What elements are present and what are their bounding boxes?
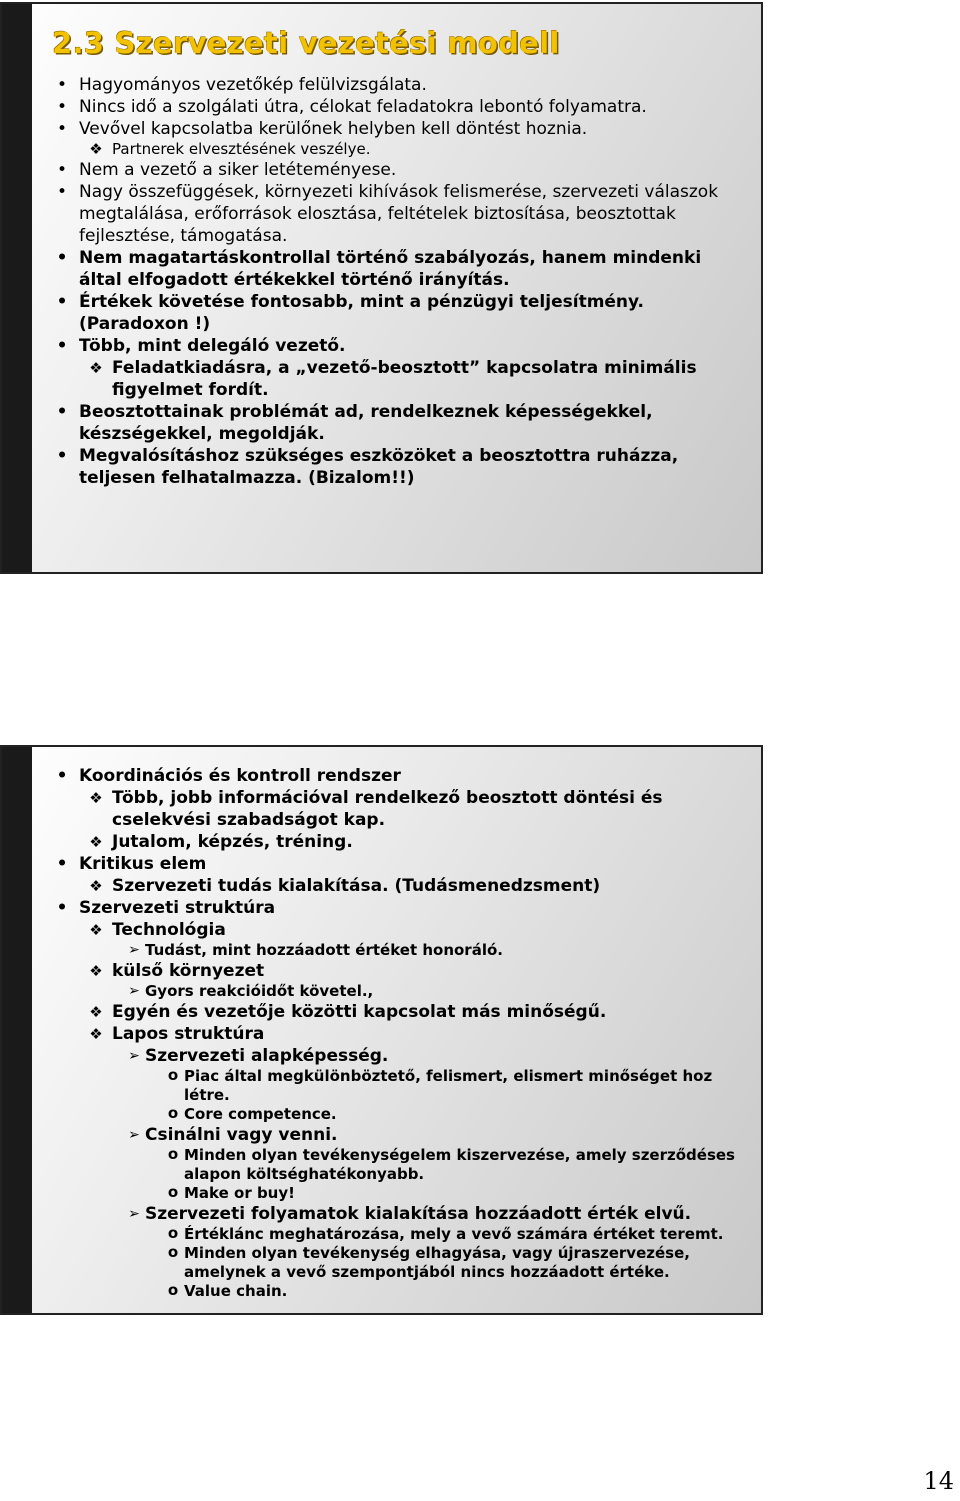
list-item [47,1105,743,1124]
list-item [47,919,743,941]
list-item-text: Beosztottainak problémát ad, rendelkeznek képességekkel, készségekkel, megoldják. [79,402,653,444]
bullet-icon: o [167,1066,179,1084]
list-item-text: Megvalósításhoz szükséges eszközöket a beosztottra ruházza, teljesen felhatalmazza. (Bizalom!!) [79,446,679,488]
list-item [47,118,743,140]
list-item [47,1146,743,1184]
list-item-text: Több, mint delegáló vezető. [79,336,346,356]
list-item [47,159,743,181]
list-item-text: Szervezeti struktúra [79,898,276,918]
list-item [47,1282,743,1301]
bullet-icon: • [56,75,68,95]
list-item-text: Értéklánc meghatározása, mely a vevő számára értéket teremt. [184,1225,724,1243]
slide-1 [0,2,763,574]
list-item [47,1001,743,1023]
list-item-text: Technológia [112,920,226,940]
bullet-icon: o [167,1243,179,1261]
list-item [47,247,743,291]
list-item-text: Nincs idő a szolgálati útra, célokat feladatokra lebontó folyamatra. [79,97,647,117]
bullet-icon: o [167,1281,179,1299]
list-item-text: Szervezeti folyamatok kialakítása hozzáadott érték elvű. [145,1204,692,1224]
list-item [47,1184,743,1203]
list-item-text: Jutalom, képzés, tréning. [112,832,353,852]
bullet-icon: ❖ [89,359,103,377]
bullet-icon: ❖ [89,962,103,980]
bullet-icon: • [56,292,68,312]
list-item [47,357,743,401]
bullet-icon: ➢ [128,1127,140,1143]
bullet-icon: • [56,97,68,117]
list-item-text: külső környezet [112,961,265,981]
bullet-icon: • [56,119,68,139]
list-item-text: Hagyományos vezetőkép felülvizsgálata. [79,75,427,95]
bullet-icon: ❖ [89,1003,103,1021]
list-item-text: Egyén és vezetője közötti kapcsolat más minőségű. [112,1002,607,1022]
bullet-icon: ❖ [89,140,103,158]
list-item-text: Szervezeti tudás kialakítása. (Tudásmenedzsment) [112,876,601,896]
list-item-text: Csinálni vagy venni. [145,1125,338,1145]
list-item-text: Koordinációs és kontroll rendszer [79,766,401,786]
list-item-text: Make or buy! [184,1184,295,1202]
list-item [47,1067,743,1105]
bullet-icon: • [56,854,68,874]
list-item [47,765,743,787]
slide-2 [0,745,763,1315]
list-item-text: Nem magatartáskontrollal történő szabályozás, hanem mindenki által elfogadott értékekkel történő irányítás. [79,248,702,290]
list-item [47,960,743,982]
list-item [47,1023,743,1045]
list-item [47,445,743,489]
bullet-icon: • [56,336,68,356]
bullet-icon: • [56,160,68,180]
list-item [47,96,743,118]
bullet-icon: • [56,898,68,918]
bullet-icon: ❖ [89,921,103,939]
list-item [47,982,743,1001]
bullet-icon: ❖ [89,833,103,851]
list-item-text: Tudást, mint hozzáadott értéket honoráló. [145,941,503,959]
list-item [47,853,743,875]
list-item [47,401,743,445]
list-item-text: Több, jobb információval rendelkező beosztott döntési és cselekvési szabadságot kap. [112,788,663,830]
list-item-text: Minden olyan tevékenységelem kiszervezése, amely szerződéses alapon költséghatékonyabb. [184,1146,735,1183]
list-item-text: Core competence. [184,1105,337,1123]
list-item-text: Értékek követése fontosabb, mint a pénzügyi teljesítmény. (Paradoxon !) [79,292,645,334]
list-item-text: Value chain. [184,1282,288,1300]
slide-2-side-bar [2,747,32,1313]
list-item [47,875,743,897]
list-item [47,787,743,831]
slide-1-title: 2.3 Szervezeti vezetési modell [52,26,560,60]
bullet-icon: • [56,766,68,786]
bullet-icon: ❖ [89,1025,103,1043]
bullet-icon: o [167,1224,179,1242]
list-item [47,1244,743,1282]
list-item-text: Nem a vezető a siker letéteményese. [79,160,397,180]
list-item [47,1203,743,1225]
list-item-text: Minden olyan tevékenység elhagyása, vagy újraszervezése, amelynek a vevő szempontjából nincs hozzáadott értéke. [184,1244,690,1281]
list-item-text: Feladatkiadásra, a „vezető-beosztott” kapcsolatra minimális figyelmet fordít. [112,358,697,400]
list-item-text: Vevővel kapcsolatba kerülőnek helyben kell döntést hoznia. [79,119,588,139]
list-item [47,140,743,159]
bullet-icon: ➢ [128,983,140,999]
bullet-icon: • [56,446,68,466]
bullet-icon: • [56,402,68,422]
bullet-icon: o [167,1183,179,1201]
list-item [47,831,743,853]
slide-2-body [47,765,743,1301]
bullet-icon: ❖ [89,789,103,807]
list-item [47,291,743,335]
list-item [47,74,743,96]
slide-1-side-bar [2,4,32,572]
list-item [47,941,743,960]
bullet-icon: o [167,1104,179,1122]
list-item [47,335,743,357]
bullet-icon: • [56,248,68,268]
list-item-text: Szervezeti alapképesség. [145,1046,389,1066]
list-item [47,1225,743,1244]
list-item [47,1124,743,1146]
list-item-text: Lapos struktúra [112,1024,265,1044]
bullet-icon: ❖ [89,877,103,895]
list-item-text: Nagy összefüggések, környezeti kihívások felismerése, szervezeti válaszok megtalálása, erőforrások elosztása, feltételek biztosítása, beosztottak fejlesztése, támogatása. [79,182,719,246]
page-number: 14 [923,1467,954,1495]
list-item [47,1045,743,1067]
bullet-icon: o [167,1145,179,1163]
list-item [47,897,743,919]
bullet-icon: ➢ [128,1206,140,1222]
list-item-text: Gyors reakcióidőt követel., [145,982,374,1000]
list-item [47,181,743,247]
list-item-text: Piac által megkülönböztető, felismert, elismert minőséget hoz létre. [184,1067,713,1104]
bullet-icon: ➢ [128,942,140,958]
list-item-text: Partnerek elvesztésének veszélye. [112,140,371,158]
bullet-icon: • [56,182,68,202]
list-item-text: Kritikus elem [79,854,207,874]
bullet-icon: ➢ [128,1048,140,1064]
slide-1-body [47,74,743,489]
